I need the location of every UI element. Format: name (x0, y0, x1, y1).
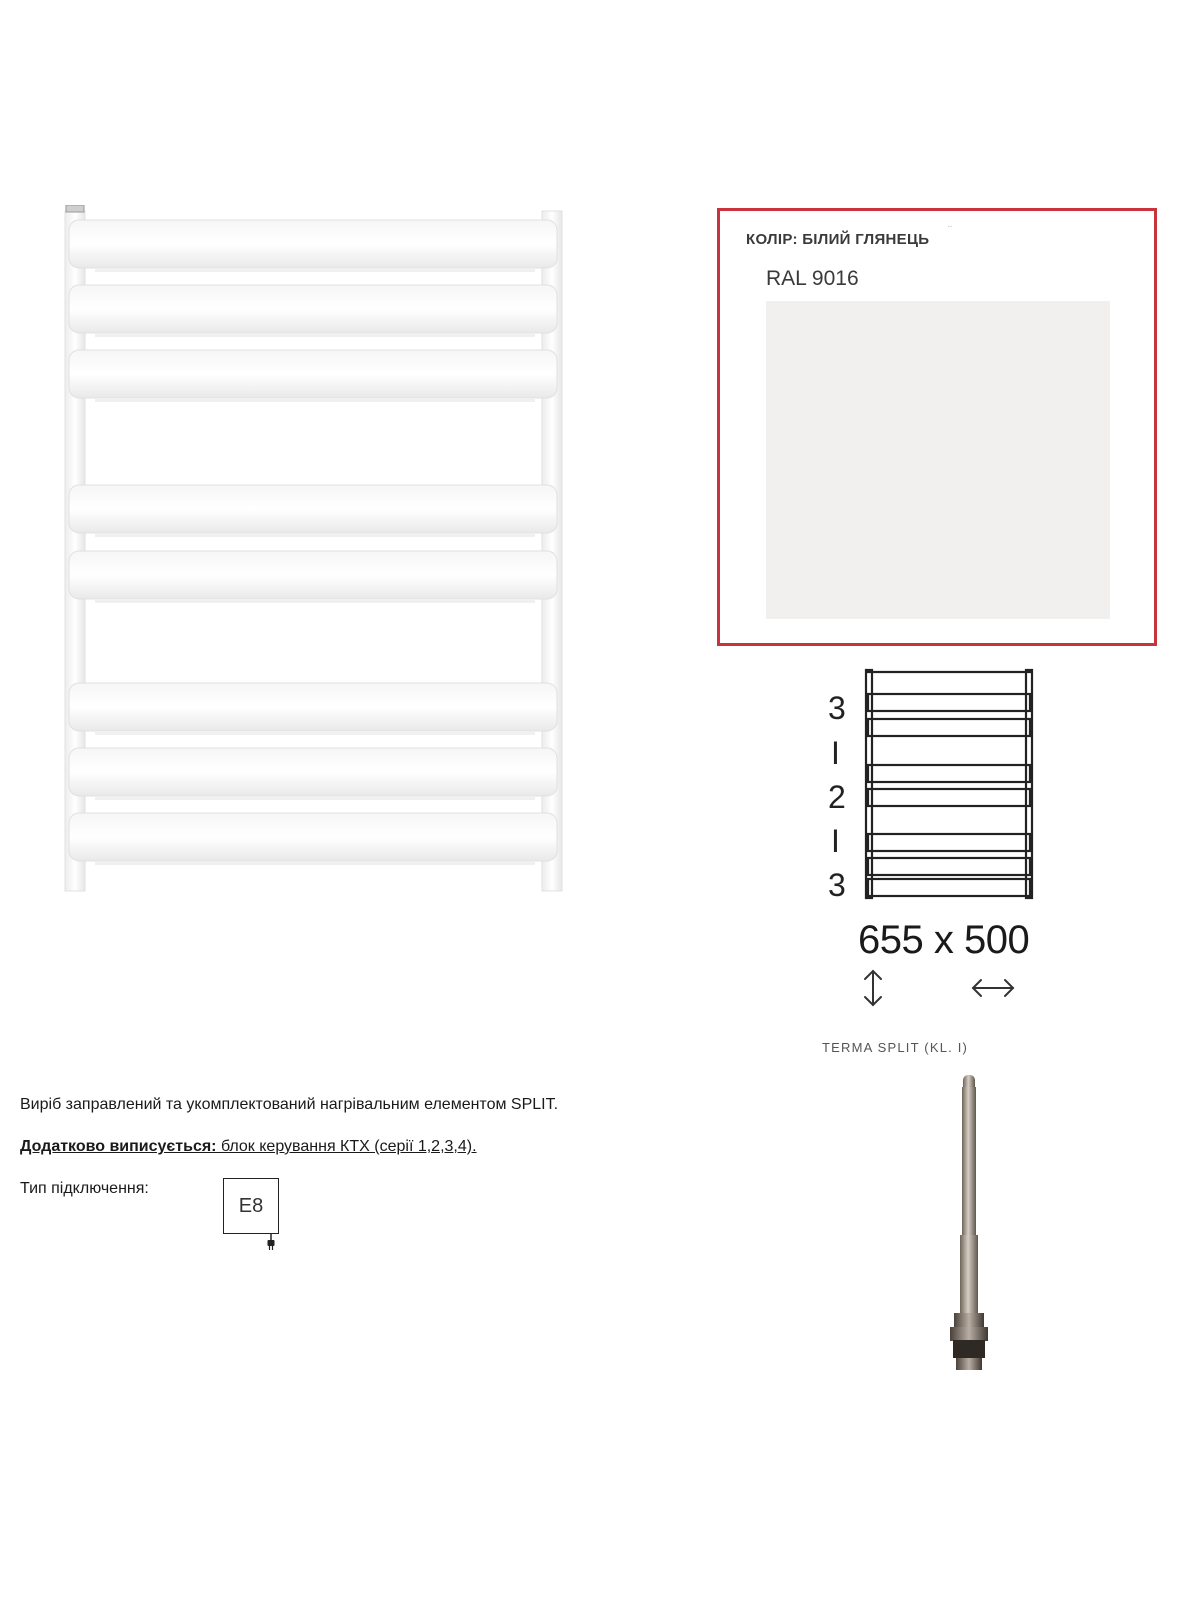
width-arrow-icon (970, 975, 1016, 1001)
color-label-dots: ¨ (948, 223, 952, 237)
radiator-schematic (828, 668, 1038, 908)
radiator-photo (55, 205, 575, 895)
dimensions-text: 655 x 500 (858, 918, 1030, 962)
section-divider-1: I (831, 735, 840, 771)
description-line-2 (20, 1138, 477, 1156)
plug-icon (266, 1234, 276, 1250)
section-label-top: 3 (828, 690, 846, 726)
section-label-middle: 2 (828, 779, 846, 815)
heating-element-photo (940, 1075, 1002, 1375)
description-line-1: Виріб заправлений та укомплектований нагрівальним елементом SPLIT. (20, 1096, 559, 1113)
connection-type-box (223, 1178, 279, 1234)
section-divider-2: I (831, 823, 840, 859)
height-arrow-icon (860, 968, 886, 1008)
heating-element-label: TERMA SPLIT (KL. I) (822, 1040, 969, 1055)
color-panel (717, 208, 1157, 646)
section-label-bottom: 3 (828, 867, 846, 903)
color-swatch (766, 301, 1110, 619)
connection-type-label: Тип підключення: (20, 1180, 149, 1197)
description-line-2-rest: блок керування КТХ (серії 1,2,3,4). (216, 1138, 477, 1155)
connection-code: E8 (238, 1194, 264, 1217)
ral-code: RAL 9016 (766, 267, 859, 290)
description-line-2-bold: Додатково виписується: (20, 1138, 217, 1155)
color-label: КОЛІР: БІЛИЙ ГЛЯНЕЦЬ (746, 231, 930, 248)
